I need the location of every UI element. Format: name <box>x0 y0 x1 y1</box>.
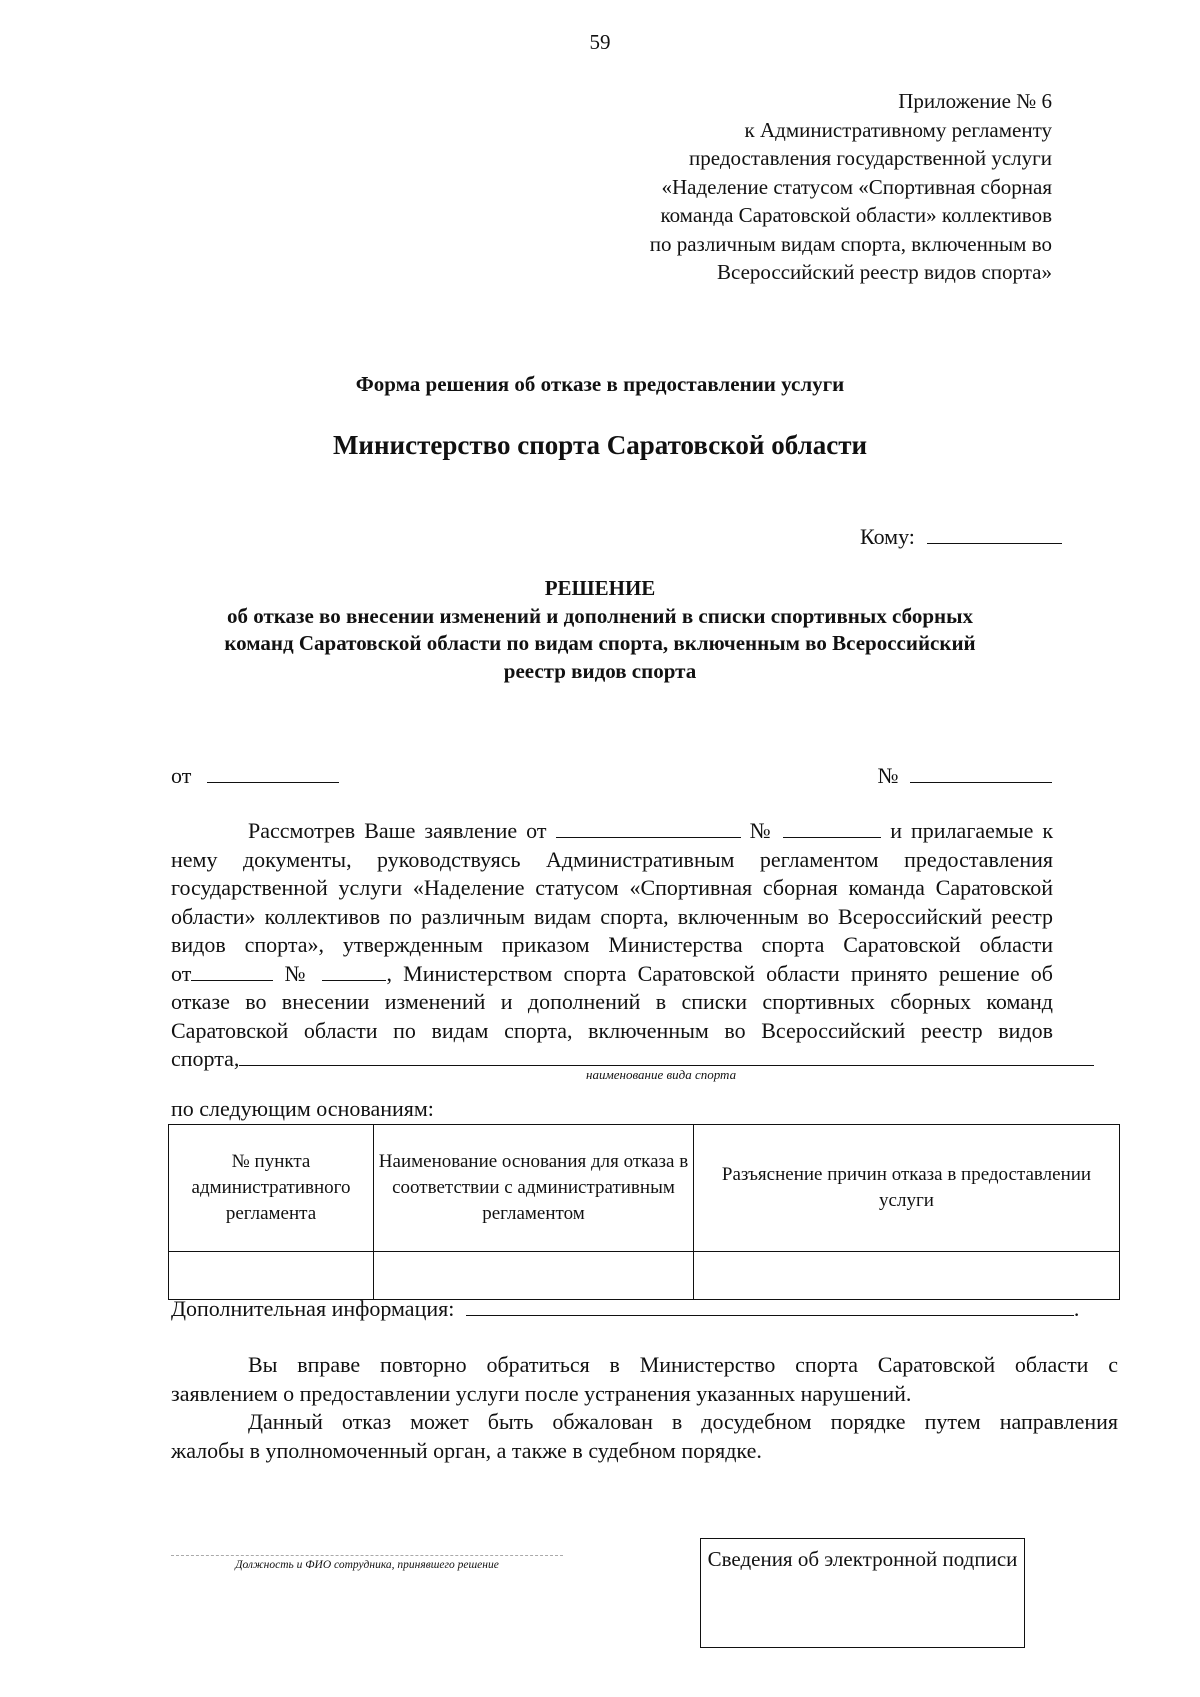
table-row <box>169 1252 1120 1300</box>
electronic-signature-box: Сведения об электронной подписи <box>700 1538 1025 1648</box>
application-number-blank <box>783 818 881 838</box>
table-cell[interactable] <box>374 1252 694 1300</box>
recipient-field <box>860 524 1062 550</box>
form-title: Форма решения об отказе в предоставлении услуги <box>355 372 845 396</box>
body-line: Саратовской области по видам спорта, включенным во Всероссийский реестр видов <box>171 1017 1053 1043</box>
signature-line <box>171 1555 563 1556</box>
recipient-label: Кому: <box>860 524 915 549</box>
decision-heading <box>0 575 1200 685</box>
appendix-line: команда Саратовской области» коллективов <box>660 203 1052 227</box>
ministry-name: Министерство спорта Саратовской области <box>332 430 868 460</box>
order-date-blank <box>191 961 273 981</box>
order-number-blank <box>322 961 386 981</box>
table-header-cell: № пункта административного регламента <box>169 1125 374 1252</box>
appendix-line: по различным видам спорта, включенным во <box>649 231 1052 256</box>
decision-subtitle-line: об отказе во внесении изменений и дополнений в списки спортивных сборных <box>226 603 974 628</box>
decision-body <box>171 817 1053 1074</box>
body-line: Рассмотрев Ваше заявление от № и прилагаемые к <box>248 818 1054 843</box>
paragraph-line: жалобы в уполномоченный орган, а также в судебном порядке. <box>171 1437 762 1463</box>
appendix-header <box>650 87 1052 287</box>
additional-info-blank <box>466 1296 1074 1316</box>
table-header-cell: Наименование основания для отказа в соответствии с административным регламентом <box>374 1125 694 1252</box>
number-label: № <box>877 763 899 788</box>
body-line: области» коллективов по различным видам спорта, включенным во Всероссийский реестр <box>171 903 1053 929</box>
body-line: нему документы, руководствуясь Административным регламентом предоставления <box>171 846 1053 872</box>
sport-name-caption: наименование вида спорта <box>586 1067 737 1082</box>
date-field <box>171 763 339 789</box>
table-header-row <box>169 1125 1120 1252</box>
application-date-blank <box>556 818 741 838</box>
body-line: видов спорта», утвержденным приказом Министерства спорта Саратовской области <box>171 932 1053 957</box>
table-header-cell: Разъяснение причин отказа в предоставлении услуги <box>694 1125 1120 1252</box>
table-cell[interactable] <box>169 1252 374 1300</box>
number-field <box>878 763 1053 789</box>
paragraph-line: заявлением о предоставлении услуги после устранения указанных нарушений. <box>171 1380 912 1406</box>
decision-subtitle-line: команд Саратовской области по видам спорта, включенным во Всероссийский <box>224 631 976 655</box>
additional-info-label: Дополнительная информация: <box>171 1296 455 1321</box>
grounds-intro: по следующим основаниям: <box>171 1096 434 1121</box>
table-cell[interactable] <box>694 1252 1120 1300</box>
appendix-line: Всероссийский реестр видов спорта» <box>716 260 1052 284</box>
body-line: спорта, <box>171 1045 1053 1074</box>
closing-paragraphs <box>171 1351 1118 1465</box>
body-line: отказе во внесении изменений и дополнений в списки спортивных сборных команд <box>171 989 1053 1014</box>
paragraph-line: Вы вправе повторно обратиться в Министерство спорта Саратовской области с <box>248 1352 1118 1377</box>
appendix-line: предоставления государственной услуги <box>689 146 1052 170</box>
decision-subtitle-line: реестр видов спорта <box>503 658 697 683</box>
appendix-line: к Административному регламенту <box>744 117 1052 142</box>
grounds-table <box>168 1124 1120 1300</box>
appendix-line: Приложение № 6 <box>898 89 1052 113</box>
body-line: от № , Министерством спорта Саратовской области принято решение об <box>171 960 1053 986</box>
date-blank <box>207 763 339 783</box>
number-blank <box>910 763 1052 783</box>
appendix-line: «Наделение статусом «Спортивная сборная <box>661 174 1052 199</box>
date-label: от <box>171 763 192 788</box>
body-line: государственной услуги «Наделение статусом «Спортивная сборная команда Саратовской <box>171 875 1053 900</box>
decision-title: РЕШЕНИЕ <box>544 576 656 600</box>
page-number: 59 <box>589 30 611 54</box>
sport-name-blank <box>239 1046 1094 1066</box>
paragraph-line: Данный отказ может быть обжалован в досудебном порядке путем направления <box>248 1409 1118 1434</box>
recipient-blank <box>927 524 1062 544</box>
signature-caption: Должность и ФИО сотрудника, принявшего решение <box>235 1559 499 1571</box>
additional-info-field: Дополнительная информация: . <box>171 1296 1080 1321</box>
